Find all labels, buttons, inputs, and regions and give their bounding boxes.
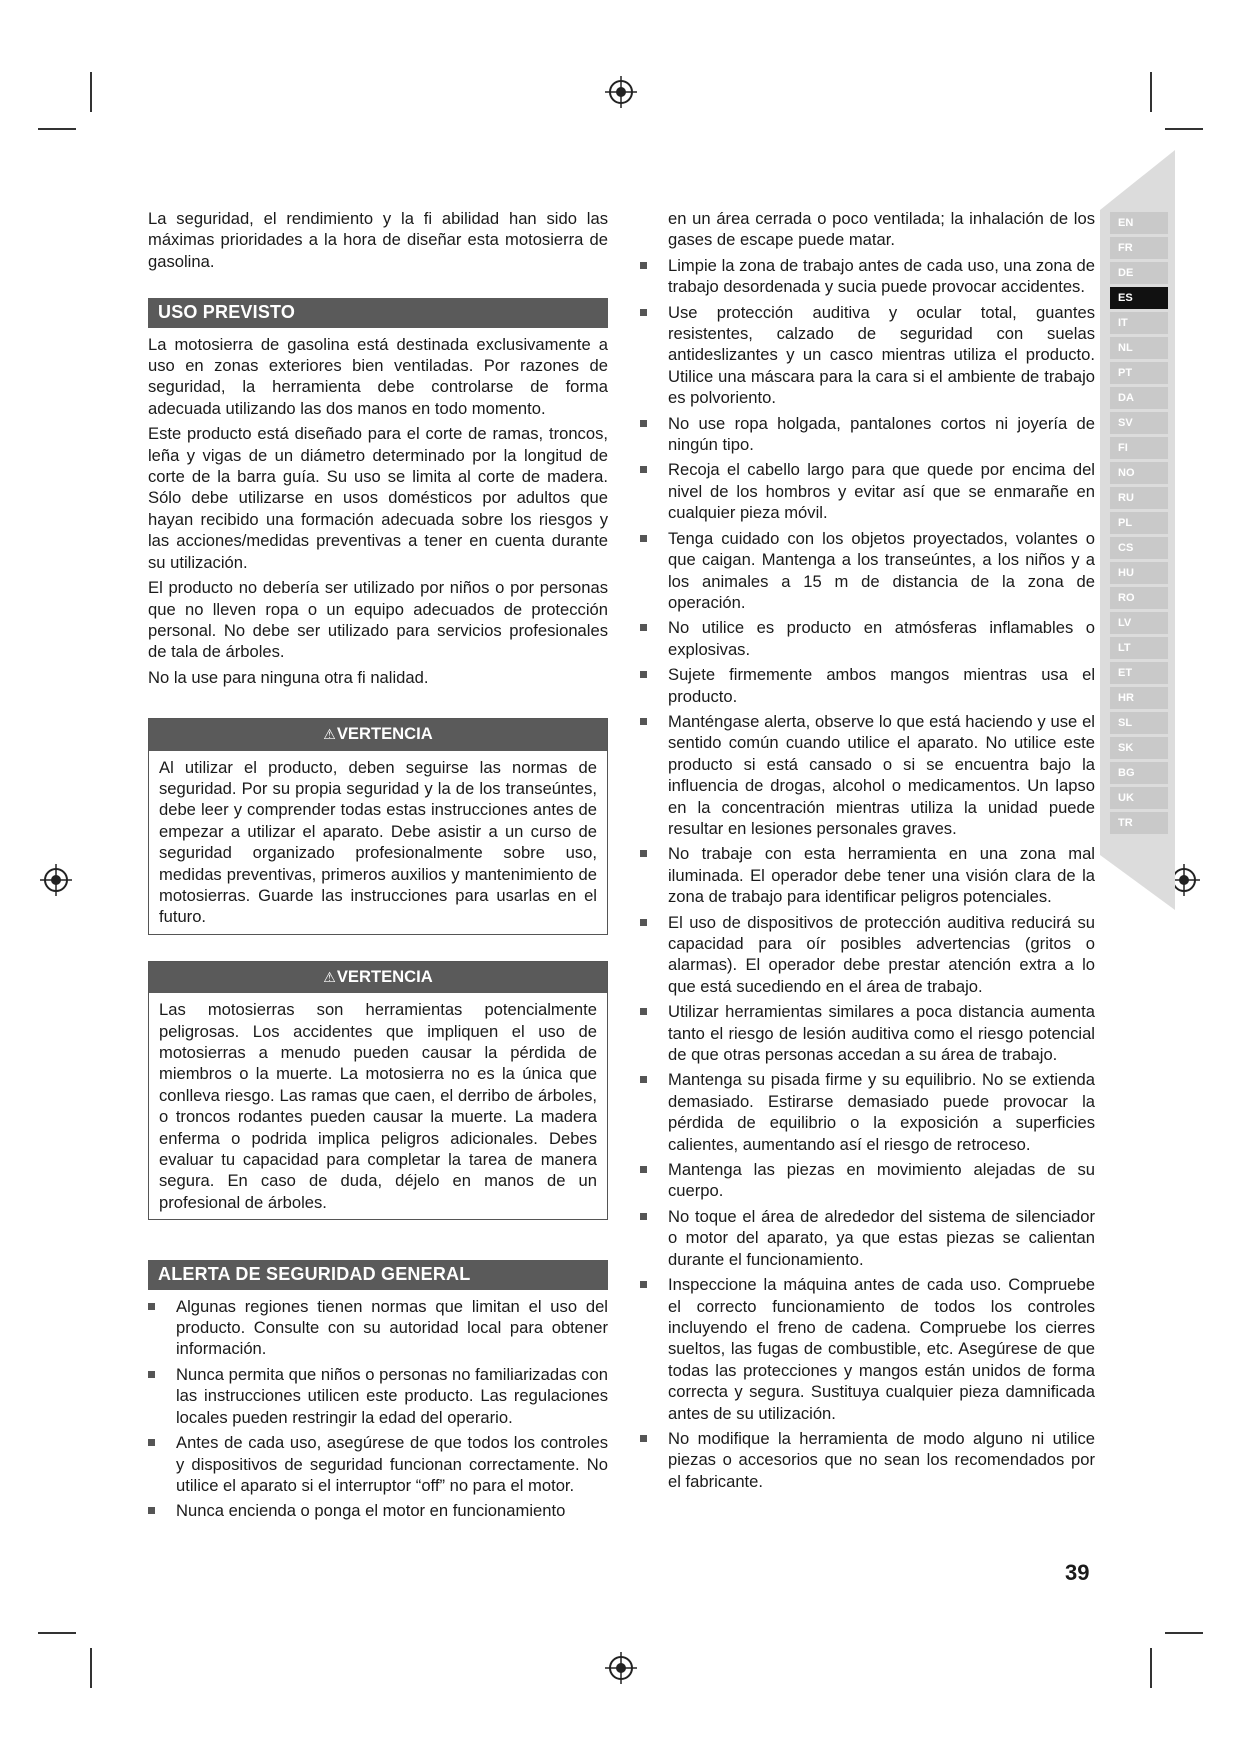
- crop-mark: [1165, 1632, 1203, 1634]
- list-item: No utilice es producto en atmósferas inflamables o explosivas.: [640, 617, 1095, 660]
- bullet-icon: [640, 1166, 647, 1173]
- crop-mark: [38, 128, 76, 130]
- bullet-icon: [148, 1371, 155, 1378]
- safety-list-right: [640, 255, 1095, 1492]
- list-item: No trabaje con esta herramienta en una zona mal iluminada. El operador debe tener una visión clara de la zona de trabajo para identificar peligros potenciales.: [640, 843, 1095, 907]
- uso-previsto-heading: USO PREVISTO: [148, 298, 608, 327]
- language-tab-es[interactable]: ES: [1110, 287, 1168, 309]
- uso-previsto-paragraph: No la use para ninguna otra fi nalidad.: [148, 667, 429, 687]
- list-item: Use protección auditiva y ocular total, guantes resistentes, calzado de seguridad con suelas antideslizantes y un casco mientras utiliza el producto. Utilice una máscara para la cara si el ambiente de trabajo es polvoriento.: [640, 302, 1095, 409]
- bullet-icon: [640, 1213, 647, 1220]
- bullet-icon: [148, 1439, 155, 1446]
- language-tab-lt[interactable]: LT: [1110, 637, 1168, 659]
- bullet-icon: [640, 850, 647, 857]
- list-item: Sujete firmemente ambos mangos mientras usa el producto.: [640, 664, 1095, 707]
- language-tab-sv[interactable]: SV: [1110, 412, 1168, 434]
- warning-text: Las motosierras son herramientas potencialmente peligrosas. Los accidentes que impliquen el uso de motosierras a menudo pueden causar la pérdida de miembros o la muerte. La motosierra no es la única que conlleva riesgo. Las ramas que caen, el derribo de árboles, o troncos rodantes pueden causar la muerte. La madera enferma o podrida implica peligros adicionales. Debes evaluar tu capacidad para completar la tarea de manera segura. En caso de duda, déjelo en manos de un profesional de árboles.: [159, 1000, 597, 1212]
- bullet-icon: [640, 1076, 647, 1083]
- list-item: Mantenga su pisada firme y su equilibrio. No se extienda demasiado. Estirarse demasiado puede provocar la pérdida de equilibrio o la exposición a superficies calientes, aumentando así el riesgo de retroceso.: [640, 1069, 1095, 1155]
- language-tab-no[interactable]: NO: [1110, 462, 1168, 484]
- list-item: Antes de cada uso, asegúrese de que todos los controles y dispositivos de seguridad funcionan correctamente. No utilice el aparato si el interruptor “off” no para el motor.: [148, 1432, 608, 1496]
- list-item: Mantenga las piezas en movimiento alejadas de su cuerpo.: [640, 1159, 1095, 1202]
- left-column: [148, 208, 608, 1526]
- list-item: Recoja el cabello largo para que quede por encima del nivel de los hombros y evitar así que se enmarañe en cualquier pieza móvil.: [640, 459, 1095, 523]
- list-item: Utilizar herramientas similares a poca distancia aumenta tanto el riesgo de lesión auditiva como el riesgo potencial de que otras personas accedan a su área de trabajo.: [640, 1001, 1095, 1065]
- language-tab-it[interactable]: IT: [1110, 312, 1168, 334]
- bullet-icon: [640, 671, 647, 678]
- language-tab-nl[interactable]: NL: [1110, 337, 1168, 359]
- alerta-heading: ALERTA DE SEGURIDAD GENERAL: [148, 1260, 608, 1289]
- uso-previsto-paragraph: Este producto está diseñado para el corte de ramas, troncos, leña y vigas de un diámetro determinado por la longitud de corte de la barra guía. Su uso se limita al corte de madera. Sólo debe utilizarse en usos domésticos por adultos que hayan recibido una formación adecuada sobre los riesgos y las acciones/medidas preventivas a tener en cuenta durante su utilización.: [148, 424, 608, 572]
- uso-previsto-paragraph: El producto no debería ser utilizado por niños o por personas que no lleven ropa o un equipo adecuados de protección personal. No debe ser utilizado para servicios profesionales de tala de árboles.: [148, 578, 608, 662]
- warning-text: Al utilizar el producto, deben seguirse las normas de seguridad. Por su propia seguridad y la de los transeúntes, debe leer y comprender todas estas instrucciones antes de empezar a utilizar el aparato. Debe asistir a un curso de seguridad organizado profesionalmente sobre uso, medidas preventivas, primeros auxilios y mantenimiento de motosierras. Guarde las instrucciones para usarlas en el futuro.: [159, 757, 597, 927]
- warning-triangle-icon: ⚠: [323, 726, 336, 743]
- crop-mark: [1150, 1648, 1152, 1688]
- crop-mark: [90, 72, 92, 112]
- list-item: Limpie la zona de trabajo antes de cada uso, una zona de trabajo desordenada y sucia puede provocar accidentes.: [640, 255, 1095, 298]
- language-tab-da[interactable]: DA: [1110, 387, 1168, 409]
- list-item: No toque el área de alrededor del sistema de silenciador o motor del aparato, ya que estas piezas se calientan durante el funcionamiento.: [640, 1206, 1095, 1270]
- list-item-continuation: en un área cerrada o poco ventilada; la inhalación de los gases de escape puede matar.: [668, 209, 1095, 250]
- bullet-icon: [640, 1281, 647, 1288]
- safety-list-left: [148, 1296, 608, 1522]
- bullet-icon: [640, 718, 647, 725]
- bullet-icon: [640, 624, 647, 631]
- language-tab-ru[interactable]: RU: [1110, 487, 1168, 509]
- warning-heading: ⚠VERTENCIA: [149, 962, 607, 993]
- bullet-icon: [148, 1303, 155, 1310]
- warning-box: [148, 718, 608, 935]
- language-tab-pt[interactable]: PT: [1110, 362, 1168, 384]
- uso-previsto-paragraph: La motosierra de gasolina está destinada exclusivamente a uso en zonas exteriores bien ventiladas. Por razones de seguridad, la herramienta debe controlarse de forma adecuada utilizando las dos manos en todo momento.: [148, 334, 608, 418]
- crop-mark: [90, 1648, 92, 1688]
- language-tab-fi[interactable]: FI: [1110, 437, 1168, 459]
- list-item: No modifique la herramienta de modo alguno ni utilice piezas o accesorios que no sean los recomendados por el fabricante.: [640, 1428, 1095, 1492]
- language-tab-hr[interactable]: HR: [1110, 687, 1168, 709]
- page-number: 39: [1065, 1560, 1090, 1585]
- bullet-icon: [640, 1008, 647, 1015]
- crop-mark: [1165, 128, 1203, 130]
- language-tab-cs[interactable]: CS: [1110, 537, 1168, 559]
- list-item: El uso de dispositivos de protección auditiva reducirá su capacidad para oír posibles advertencias (gritos o alarmas). El operador debe prestar atención extra a lo que está sucediendo en el área de trabajo.: [640, 912, 1095, 998]
- bullet-icon: [640, 420, 647, 427]
- registration-mark-icon: [40, 864, 72, 896]
- language-tab-tr[interactable]: TR: [1110, 812, 1168, 834]
- language-tab-et[interactable]: ET: [1110, 662, 1168, 684]
- crop-mark: [1150, 72, 1152, 112]
- warning-box: [148, 961, 608, 1220]
- list-item: No use ropa holgada, pantalones cortos ni joyería de ningún tipo.: [640, 413, 1095, 456]
- intro-text: La seguridad, el rendimiento y la fi abilidad han sido las máximas prioridades a la hora de diseñar esta motosierra de gasolina.: [148, 209, 608, 271]
- bullet-icon: [640, 309, 647, 316]
- language-tab-sk[interactable]: SK: [1110, 737, 1168, 759]
- language-tab-sl[interactable]: SL: [1110, 712, 1168, 734]
- language-tab-lv[interactable]: LV: [1110, 612, 1168, 634]
- bullet-icon: [640, 466, 647, 473]
- crop-mark: [38, 1632, 76, 1634]
- bullet-icon: [640, 919, 647, 926]
- list-item: Nunca encienda o ponga el motor en funcionamiento: [148, 1500, 608, 1521]
- bullet-icon: [640, 1435, 647, 1442]
- language-tab-pl[interactable]: PL: [1110, 512, 1168, 534]
- warning-heading: ⚠VERTENCIA: [149, 719, 607, 750]
- bullet-icon: [640, 535, 647, 542]
- list-item: Manténgase alerta, observe lo que está haciendo y use el sentido común cuando utilice el aparato. No utilice este producto si está cansado o si se encuentra bajo la influencia de drogas, alcohol o medicamentos. Un lapso en la concentración mientras utiliza la unidad puede resultar en lesiones personales graves.: [640, 711, 1095, 839]
- list-item: Algunas regiones tienen normas que limitan el uso del producto. Consulte con su autoridad local para obtener información.: [148, 1296, 608, 1360]
- registration-mark-icon: [605, 76, 637, 108]
- language-tab-ro[interactable]: RO: [1110, 587, 1168, 609]
- list-item: Nunca permita que niños o personas no familiarizadas con las instrucciones utilicen este producto. Las regulaciones locales pueden restringir la edad del operario.: [148, 1364, 608, 1428]
- bullet-icon: [640, 262, 647, 269]
- list-item: Tenga cuidado con los objetos proyectados, volantes o que caigan. Mantenga a los transeúntes, a los niños y a los animales a 15 m de distancia de la zona de operación.: [640, 528, 1095, 614]
- language-tab-de[interactable]: DE: [1110, 262, 1168, 284]
- language-tab-uk[interactable]: UK: [1110, 787, 1168, 809]
- language-tab-en[interactable]: EN: [1110, 212, 1168, 234]
- registration-mark-icon: [605, 1652, 637, 1684]
- right-column: [640, 208, 1095, 1496]
- bullet-icon: [148, 1507, 155, 1514]
- warning-triangle-icon: ⚠: [323, 968, 336, 985]
- language-tab-bg[interactable]: BG: [1110, 762, 1168, 784]
- list-item: Inspeccione la máquina antes de cada uso. Compruebe el correcto funcionamiento de todos los controles incluyendo el freno de cadena. Compruebe los cierres sueltos, las fugas de combustible, etc. Asegúrese de que todas las protecciones y mangos están unidos de forma correcta y segura. Sustituya cualquier pieza damnificada antes de su utilización.: [640, 1274, 1095, 1424]
- language-tab-hu[interactable]: HU: [1110, 562, 1168, 584]
- language-tab-fr[interactable]: FR: [1110, 237, 1168, 259]
- language-tabs: [1110, 212, 1168, 837]
